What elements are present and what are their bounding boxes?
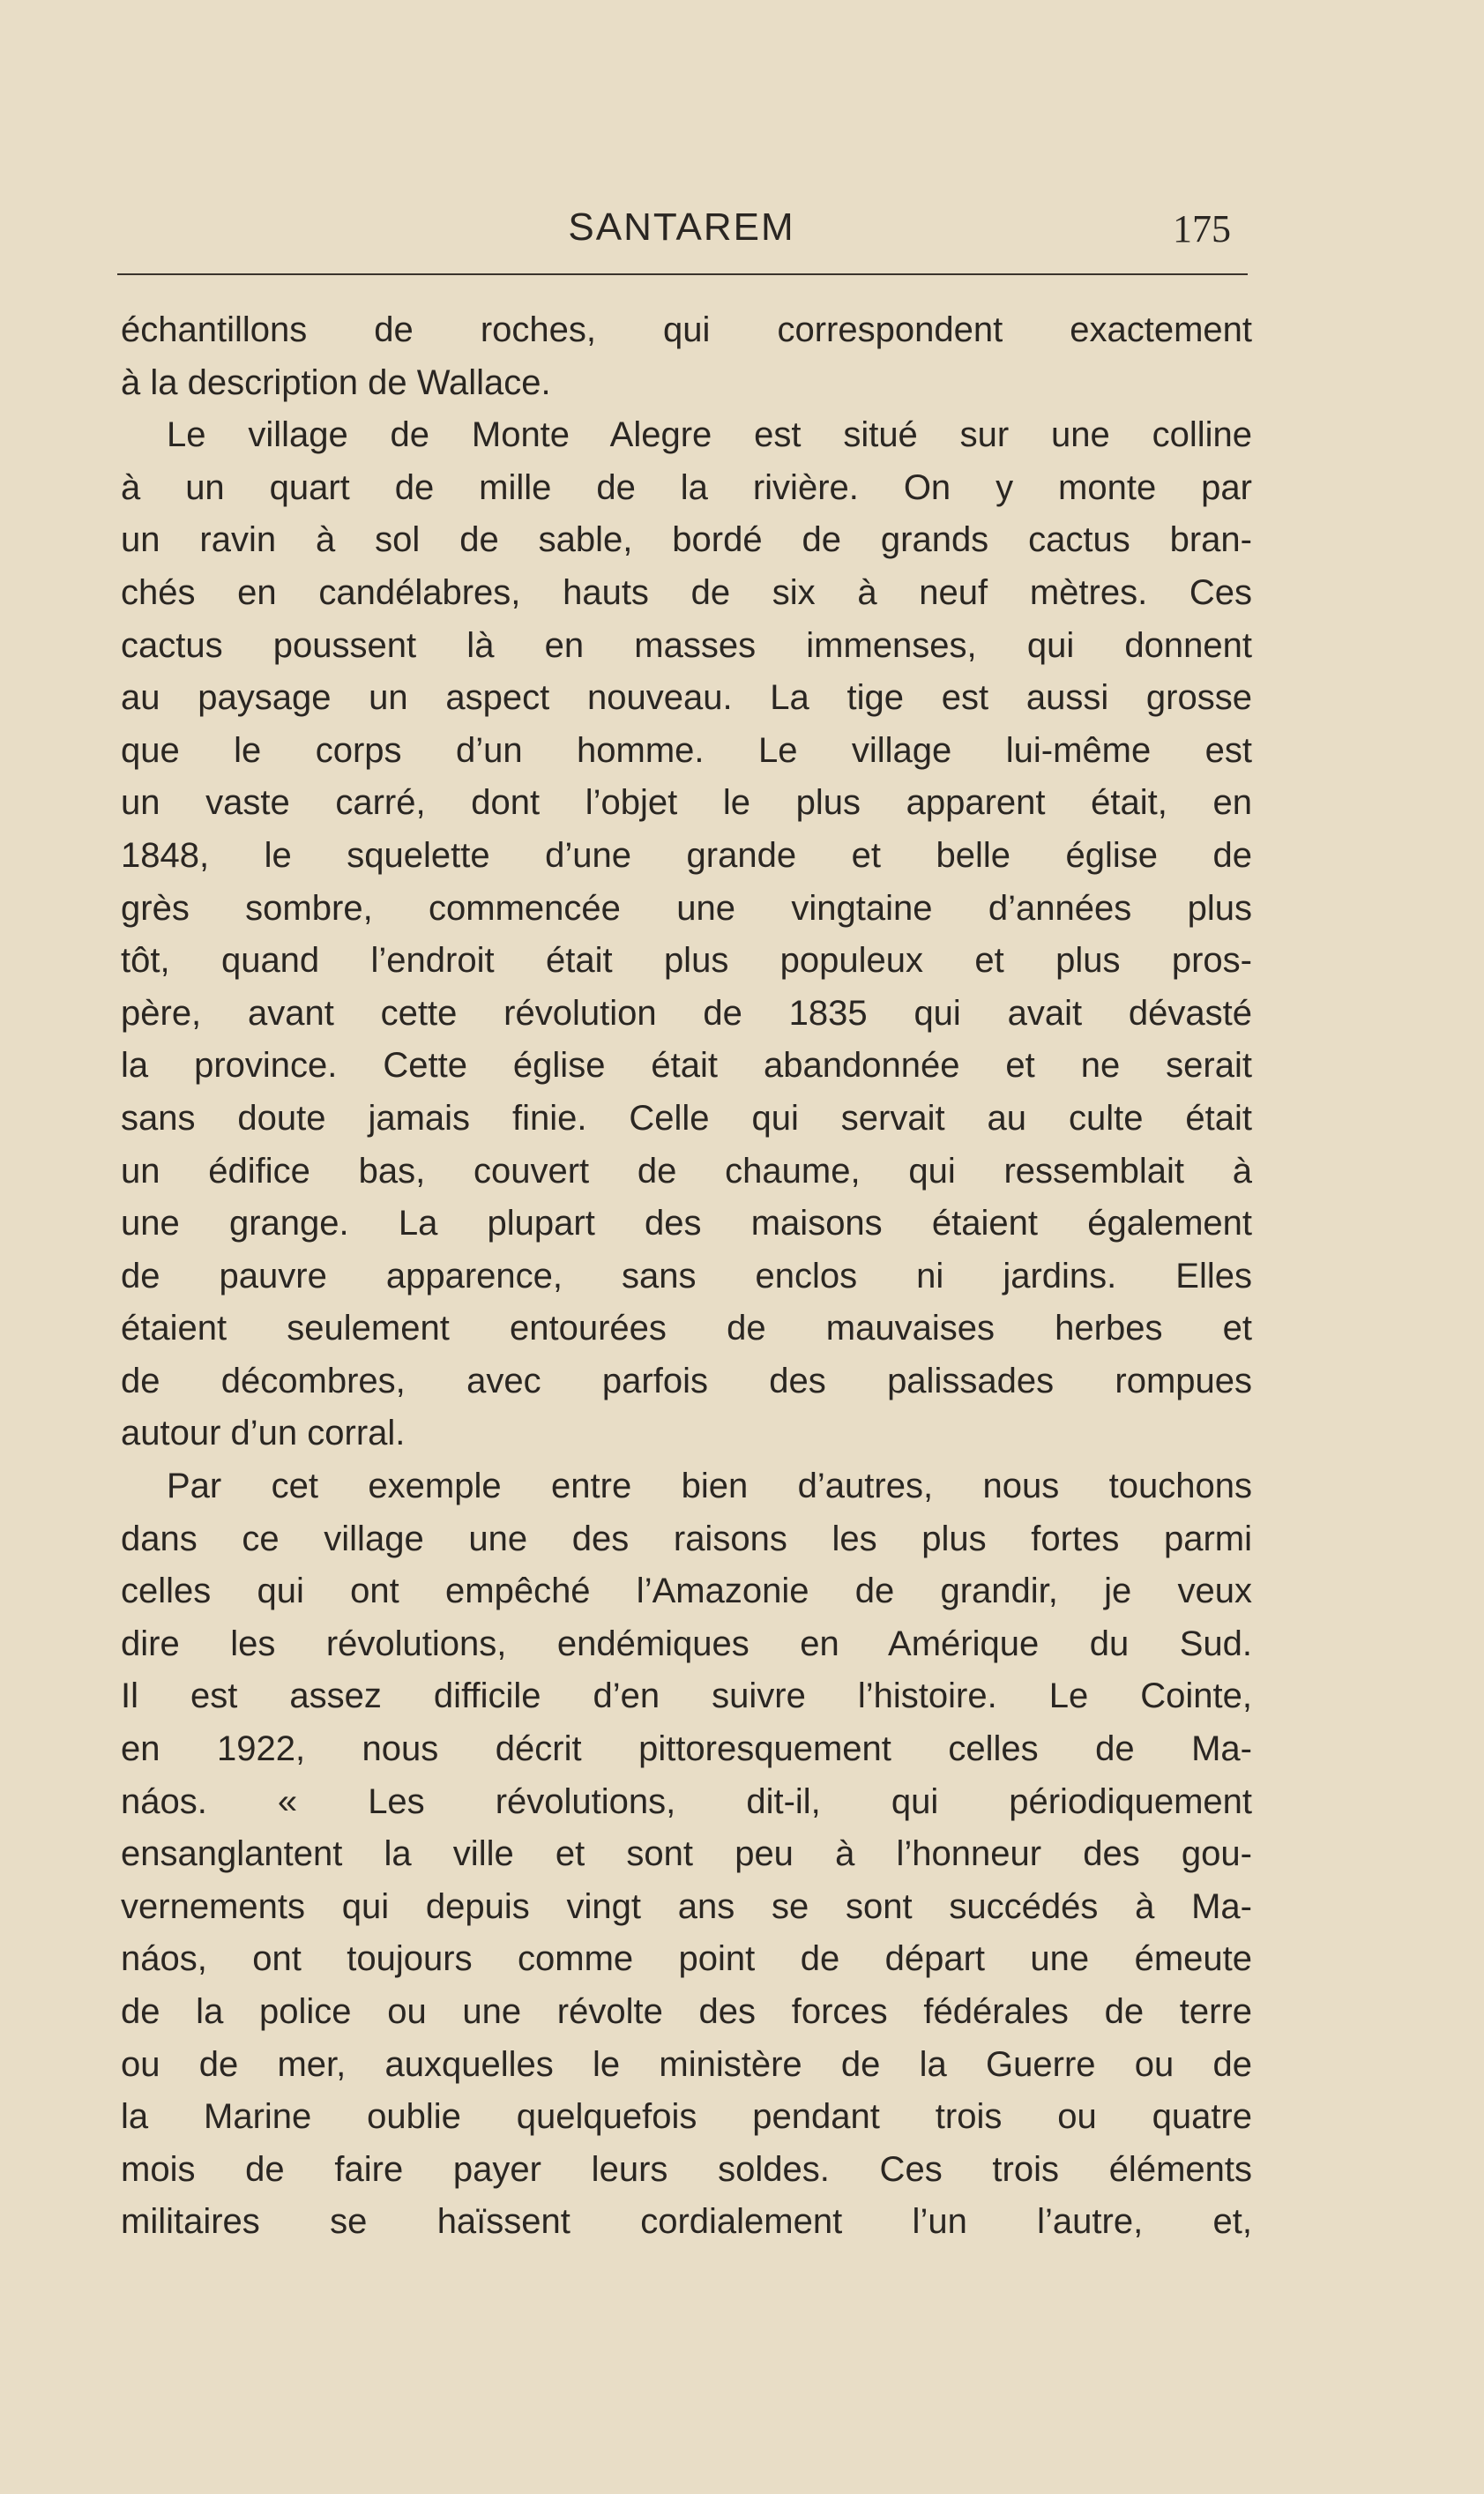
- text-line: à la description de Wallace.: [121, 362, 551, 402]
- text-line: la province. Cette église était abandonnée et ne serait: [121, 1046, 1252, 1086]
- text-line: vernements qui depuis vingt ans se sont succédés à Ma-: [121, 1886, 1252, 1926]
- text-line: Par cet exemple entre bien d’autres, nous touchons: [167, 1467, 1252, 1506]
- text-line: Il est assez difficile d’en suivre l’histoire. Le Cointe,: [121, 1676, 1252, 1716]
- running-title: SANTAREM: [568, 205, 795, 249]
- text-line: que le corps d’un homme. Le village lui-même est: [121, 730, 1252, 770]
- text-line: un ravin à sol de sable, bordé de grands cactus bran-: [121, 520, 1252, 560]
- text-line: tôt, quand l’endroit était plus populeux et plus pros-: [121, 941, 1252, 981]
- text-line: náos, ont toujours comme point de départ une émeute: [121, 1939, 1252, 1979]
- text-line: dans ce village une des raisons les plus fortes parmi: [121, 1519, 1252, 1558]
- text-line: chés en candélabres, hauts de six à neuf mètres. Ces: [121, 572, 1252, 612]
- text-line: en 1922, nous décrit pittoresquement celles de Ma-: [121, 1729, 1252, 1769]
- text-line: un vaste carré, dont l’objet le plus apparent était, en: [121, 783, 1252, 823]
- page-number: 175: [1173, 207, 1231, 250]
- text-line: mois de faire payer leurs soldes. Ces trois éléments: [121, 2149, 1252, 2189]
- header-rule: [117, 273, 1248, 275]
- text-line: père, avant cette révolution de 1835 qui avait dévasté: [121, 993, 1252, 1033]
- text-line: grès sombre, commencée une vingtaine d’années plus: [121, 888, 1252, 928]
- text-line: celles qui ont empêché l’Amazonie de grandir, je veux: [121, 1572, 1252, 1611]
- text-line: ou de mer, auxquelles le ministère de la Guerre ou de: [121, 2044, 1252, 2084]
- text-line: ensanglantent la ville et sont peu à l’honneur des gou-: [121, 1834, 1252, 1874]
- text-line: de décombres, avec parfois des palissades rompues: [121, 1361, 1252, 1400]
- text-line: dire les révolutions, endémiques en Amérique du Sud.: [121, 1624, 1252, 1663]
- text-line: 1848, le squelette d’une grande et belle église de: [121, 835, 1252, 875]
- text-line: au paysage un aspect nouveau. La tige est aussi grosse: [121, 678, 1252, 718]
- text-line: la Marine oublie quelquefois pendant trois ou quatre: [121, 2097, 1252, 2137]
- text-line: de la police ou une révolte des forces fédérales de terre: [121, 1992, 1252, 2031]
- text-line: une grange. La plupart des maisons étaient également: [121, 1204, 1252, 1243]
- text-line: náos. « Les révolutions, dit-il, qui périodiquement: [121, 1781, 1252, 1821]
- text-line: Le village de Monte Alegre est situé sur une colline: [167, 415, 1252, 455]
- text-line: autour d’un corral.: [121, 1414, 406, 1453]
- text-line: cactus poussent là en masses immenses, qui donnent: [121, 625, 1252, 665]
- body-text: [121, 304, 1252, 2249]
- text-line: étaient seulement entourées de mauvaises herbes et: [121, 1309, 1252, 1348]
- text-line: un édifice bas, couvert de chaume, qui ressemblait à: [121, 1151, 1252, 1191]
- page-header: [122, 201, 1242, 254]
- text-line: militaires se haïssent cordialement l’un l’autre, et,: [121, 2202, 1252, 2242]
- text-line: à un quart de mille de la rivière. On y monte par: [121, 467, 1252, 507]
- text-line: de pauvre apparence, sans enclos ni jardins. Elles: [121, 1256, 1252, 1296]
- text-line: sans doute jamais finie. Celle qui servait au culte était: [121, 1098, 1252, 1138]
- text-line: échantillons de roches, qui correspondent exactement: [121, 310, 1252, 349]
